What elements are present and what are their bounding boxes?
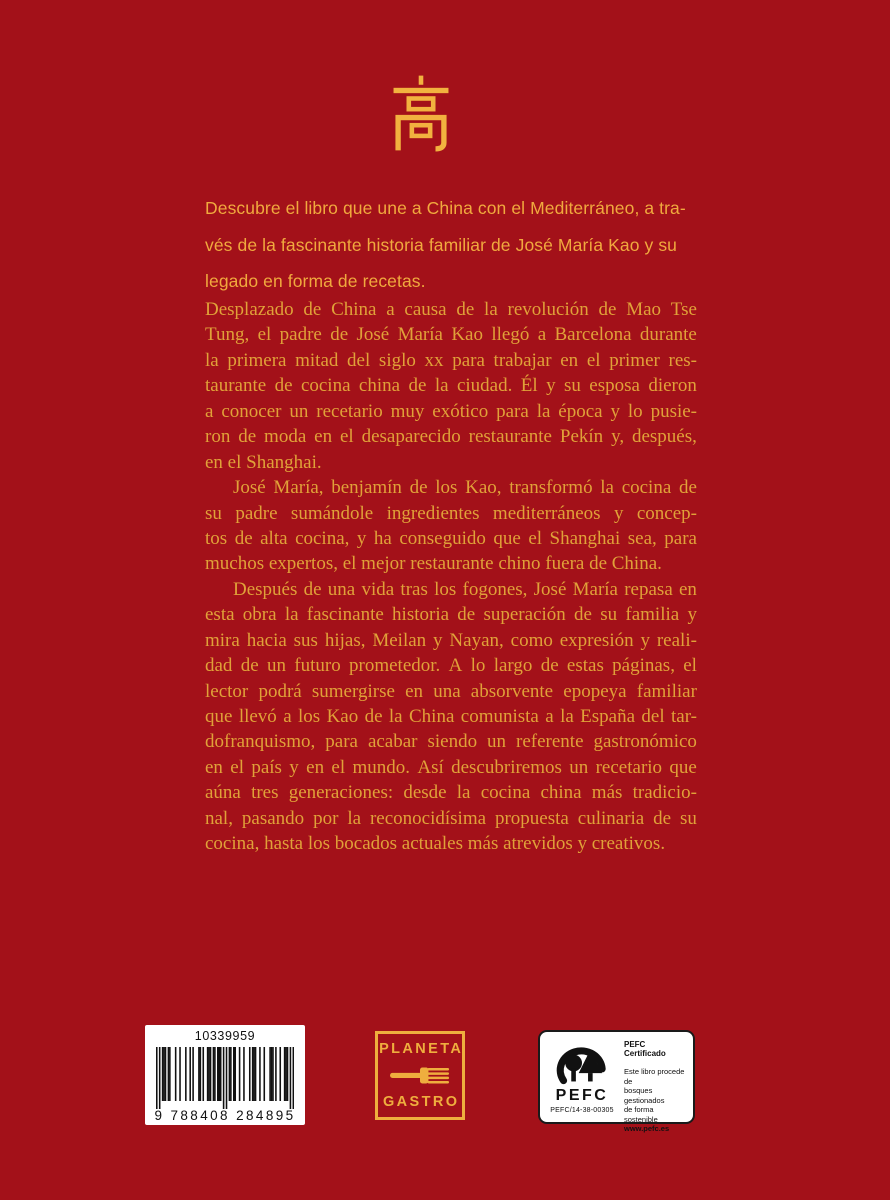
text-line: taurante de cocina china de la ciudad. Él y su esposa dieron bbox=[205, 375, 697, 397]
text-line: bosques gestionados bbox=[624, 1086, 665, 1105]
kanji-gao-logo bbox=[392, 74, 450, 152]
pefc-text-column bbox=[624, 1032, 693, 1133]
text-line: cocina, hasta los bocados actuales más atrevidos y creativos. bbox=[205, 833, 666, 855]
text-line: lector podrá sumergirse en una absorvente epopeya familiar bbox=[205, 680, 697, 702]
text-line: Este libro procede de bbox=[624, 1067, 685, 1086]
barcode-top-number: 10339959 bbox=[194, 1029, 256, 1043]
text-line: que llevó a los Kao de la China comunista a la España del tar- bbox=[205, 706, 697, 727]
pefc-title: PEFC Certificado bbox=[624, 1040, 666, 1058]
pefc-license-number: PEFC/14-38-00305 bbox=[550, 1107, 614, 1114]
publisher-logo-planeta-gastro bbox=[375, 1031, 465, 1120]
text-line: dofranquismo, para acabar siendo un referente gastronómico bbox=[205, 731, 697, 753]
text-line: Descubre el libro que une a China con el Mediterráneo, a tra- bbox=[205, 198, 686, 218]
text-line: Después de una vida tras los fogones, José María repasa en bbox=[233, 578, 697, 600]
pefc-label bbox=[538, 1030, 695, 1133]
text-line: aúna tres generaciones: desde la cocina china más tradicio- bbox=[205, 782, 697, 804]
barcode-isbn-digits: 9 788408 284895 bbox=[154, 1108, 296, 1123]
text-line: mira hacia sus hijas, Meilan y Nayan, como expresión y reali- bbox=[205, 629, 697, 651]
text-line: esta obra la fascinante historia de superación de su familia y bbox=[205, 604, 697, 626]
text-line: muchos expertos, el mejor restaurante chino fuera de China. bbox=[205, 553, 662, 575]
publisher-name-bottom: GASTRO bbox=[382, 1093, 460, 1110]
text-line: legado en forma de recetas. bbox=[205, 271, 426, 292]
text-line: en el país y en el mundo. Así descubriremos un recetario que bbox=[205, 756, 697, 778]
text-line: nal, pasando por la reconocidísima propuesta culinaria de su bbox=[205, 807, 697, 829]
pefc-wordmark: PEFC bbox=[555, 1087, 609, 1104]
text-line: ron de moda en el desaparecido restaurante Pekín y, después, bbox=[205, 426, 697, 448]
text-line: en el Shanghai. bbox=[205, 451, 322, 473]
text-line: Desplazado de China a causa de la revolución de Mao Tse bbox=[205, 299, 697, 320]
text-line: su padre sumándole ingredientes mediterráneos y concep- bbox=[205, 502, 697, 524]
pefc-description bbox=[624, 1067, 688, 1124]
text-line: la primera mitad del siglo xx para trabajar en el primer res- bbox=[205, 349, 697, 371]
pefc-url: www.pefc.es bbox=[624, 1124, 670, 1133]
body-text bbox=[205, 297, 697, 857]
publisher-name-top: PLANETA bbox=[379, 1041, 464, 1057]
text-line: José María, benjamín de los Kao, transformó la cocina de bbox=[233, 477, 697, 499]
text-line: dad de un futuro prometedor. A lo largo de estas páginas, el bbox=[205, 655, 697, 677]
pefc-logo-column bbox=[540, 1032, 624, 1122]
barcode bbox=[145, 1025, 305, 1125]
text-line: vés de la fascinante historia familiar de José María Kao y su bbox=[205, 234, 678, 255]
text-line: a conocer un recetario muy exótico para la época y lo pusie- bbox=[205, 400, 697, 422]
pefc-trees-icon bbox=[554, 1037, 610, 1089]
fork-icon bbox=[390, 1065, 450, 1086]
text-line: tos de alta cocina, y ha conseguido que el Shanghai sea, para bbox=[205, 527, 697, 549]
intro-text bbox=[205, 190, 705, 300]
text-line: de forma sostenible bbox=[624, 1105, 658, 1124]
barcode-bars bbox=[156, 1047, 294, 1109]
text-line: Tung, el padre de José María Kao llegó a Barcelona durante bbox=[205, 324, 697, 346]
